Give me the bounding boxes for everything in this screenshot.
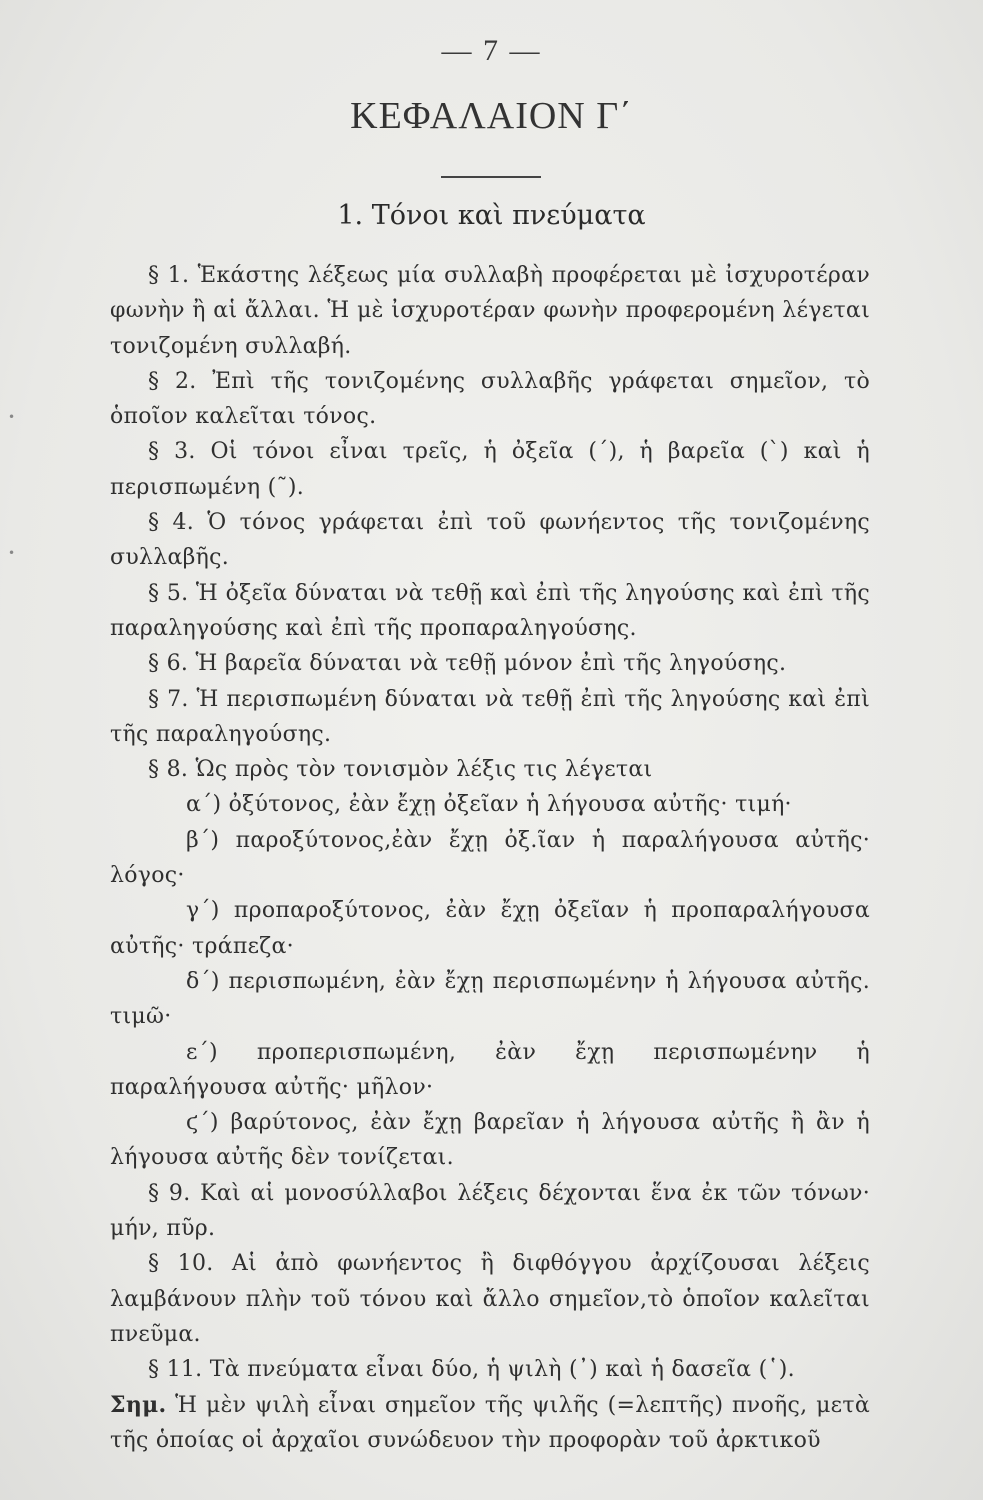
paragraph-11: § 11. Τὰ πνεύματα εἶναι δύο, ἡ ψιλὴ (᾿) καὶ ἡ δασεῖα (῾). <box>148 1357 795 1383</box>
divider-rule <box>441 176 541 178</box>
section-title: 1. Τόνοι καὶ πνεύματα <box>337 200 646 231</box>
body-text <box>110 258 870 1458</box>
paragraph-3: § 3. Οἱ τόνοι εἶναι τρεῖς, ἡ ὀξεῖα (΄), ἡ βαρεῖα (`) καὶ ἡ περισπωμένη (῀). <box>110 439 870 500</box>
paragraph-9: § 9. Καὶ αἱ μονοσύλλαβοι λέξεις δέχονται ἕνα ἐκ τῶν τόνων· μήν, πῦρ. <box>110 1180 870 1242</box>
note-label: Σημ. <box>110 1391 167 1418</box>
paragraph-4: § 4. Ὁ τόνος γράφεται ἐπὶ τοῦ φωνήεντος τῆς τονιζομένης συλλαβῆς. <box>110 510 870 571</box>
margin-speck: • <box>8 410 16 424</box>
paragraph-1: § 1. Ἑκάστης λέξεως μία συλλαβὴ προφέρεται μὲ ἰσχυροτέραν φωνὴν ἢ αἱ ἄλλαι. Ἡ μὲ ἰσχυροτέραν φωνὴν προφερομένη λέγεται τονιζομένη συλλαβή. <box>110 263 870 359</box>
paragraph-5: § 5. Ἡ ὀξεῖα δύναται νὰ τεθῇ καὶ ἐπὶ τῆς ληγούσης καὶ ἐπὶ τῆς παραληγούσης καὶ ἐπὶ τῆς προπαραληγούσης. <box>110 580 870 641</box>
list-item-a: α΄) ὀξύτονος, ἐὰν ἔχῃ ὀξεῖαν ἡ λήγουσα αὐτῆς· τιμή· <box>186 792 792 818</box>
note-paragraph <box>110 1388 870 1459</box>
list-item-e: ε΄) προπερισπωμένη, ἐὰν ἔχῃ περισπωμένην ἡ παραλήγουσα αὐτῆς· μῆλον· <box>110 1039 870 1100</box>
paragraph-7: § 7. Ἡ περισπωμένη δύναται νὰ τεθῇ ἐπὶ τῆς ληγούσης καὶ ἐπὶ τῆς παραληγούσης. <box>110 686 870 747</box>
paragraph-8: § 8. Ὡς πρὸς τὸν τονισμὸν λέξις τις λέγεται <box>148 757 653 783</box>
list-item-d: δ΄) περισπωμένη, ἐὰν ἔχῃ περισπωμένην ἡ λήγουσα αὐτῆς. τιμῶ· <box>110 968 870 1030</box>
paragraph-6: § 6. Ἡ βαρεῖα δύναται νὰ τεθῇ μόνον ἐπὶ τῆς ληγούσης. <box>148 651 787 677</box>
note-text: Ἡ μὲν ψιλὴ εἶναι σημεῖον τῆς ψιλῆς (=λεπτῆς) πνοῆς, μετὰ τῆς ὁποίας οἱ ἀρχαῖοι συνώδευον τὴν προφορὰν τοῦ ἀρκτικοῦ <box>110 1392 870 1453</box>
chapter-title: ΚΕΦΑΛΑΙΟΝ Γ΄ <box>350 95 633 137</box>
list-item-c: γ΄) προπαροξύτονος, ἐὰν ἔχῃ ὀξεῖαν ἡ προπαραλήγουσα αὐτῆς· τράπεζα· <box>110 898 870 959</box>
margin-speck: • <box>8 546 16 560</box>
paragraph-2: § 2. Ἐπὶ τῆς τονιζομένης συλλαβῆς γράφεται σημεῖον, τὸ ὁποῖον καλεῖται τόνος. <box>110 368 870 430</box>
page-number: — 7 — <box>441 34 542 67</box>
list-item-b: β΄) παροξύτονος,ἐὰν ἔχῃ ὀξ.ῖαν ἡ παραλήγουσα αὐτῆς· λόγος· <box>110 827 870 889</box>
list-item-f: ϛ΄) βαρύτονος, ἐὰν ἔχῃ βαρεῖαν ἡ λήγουσα αὐτῆς ἢ ἂν ἡ λήγουσα αὐτῆς δὲν τονίζεται. <box>110 1110 870 1171</box>
paragraph-10: § 10. Αἱ ἀπὸ φωνήεντος ἢ διφθόγγου ἀρχίζουσαι λέξεις λαμβάνουν πλὴν τοῦ τόνου καὶ ἄλλο σημεῖον,τὸ ὁποῖον καλεῖται πνεῦμα. <box>110 1251 870 1347</box>
